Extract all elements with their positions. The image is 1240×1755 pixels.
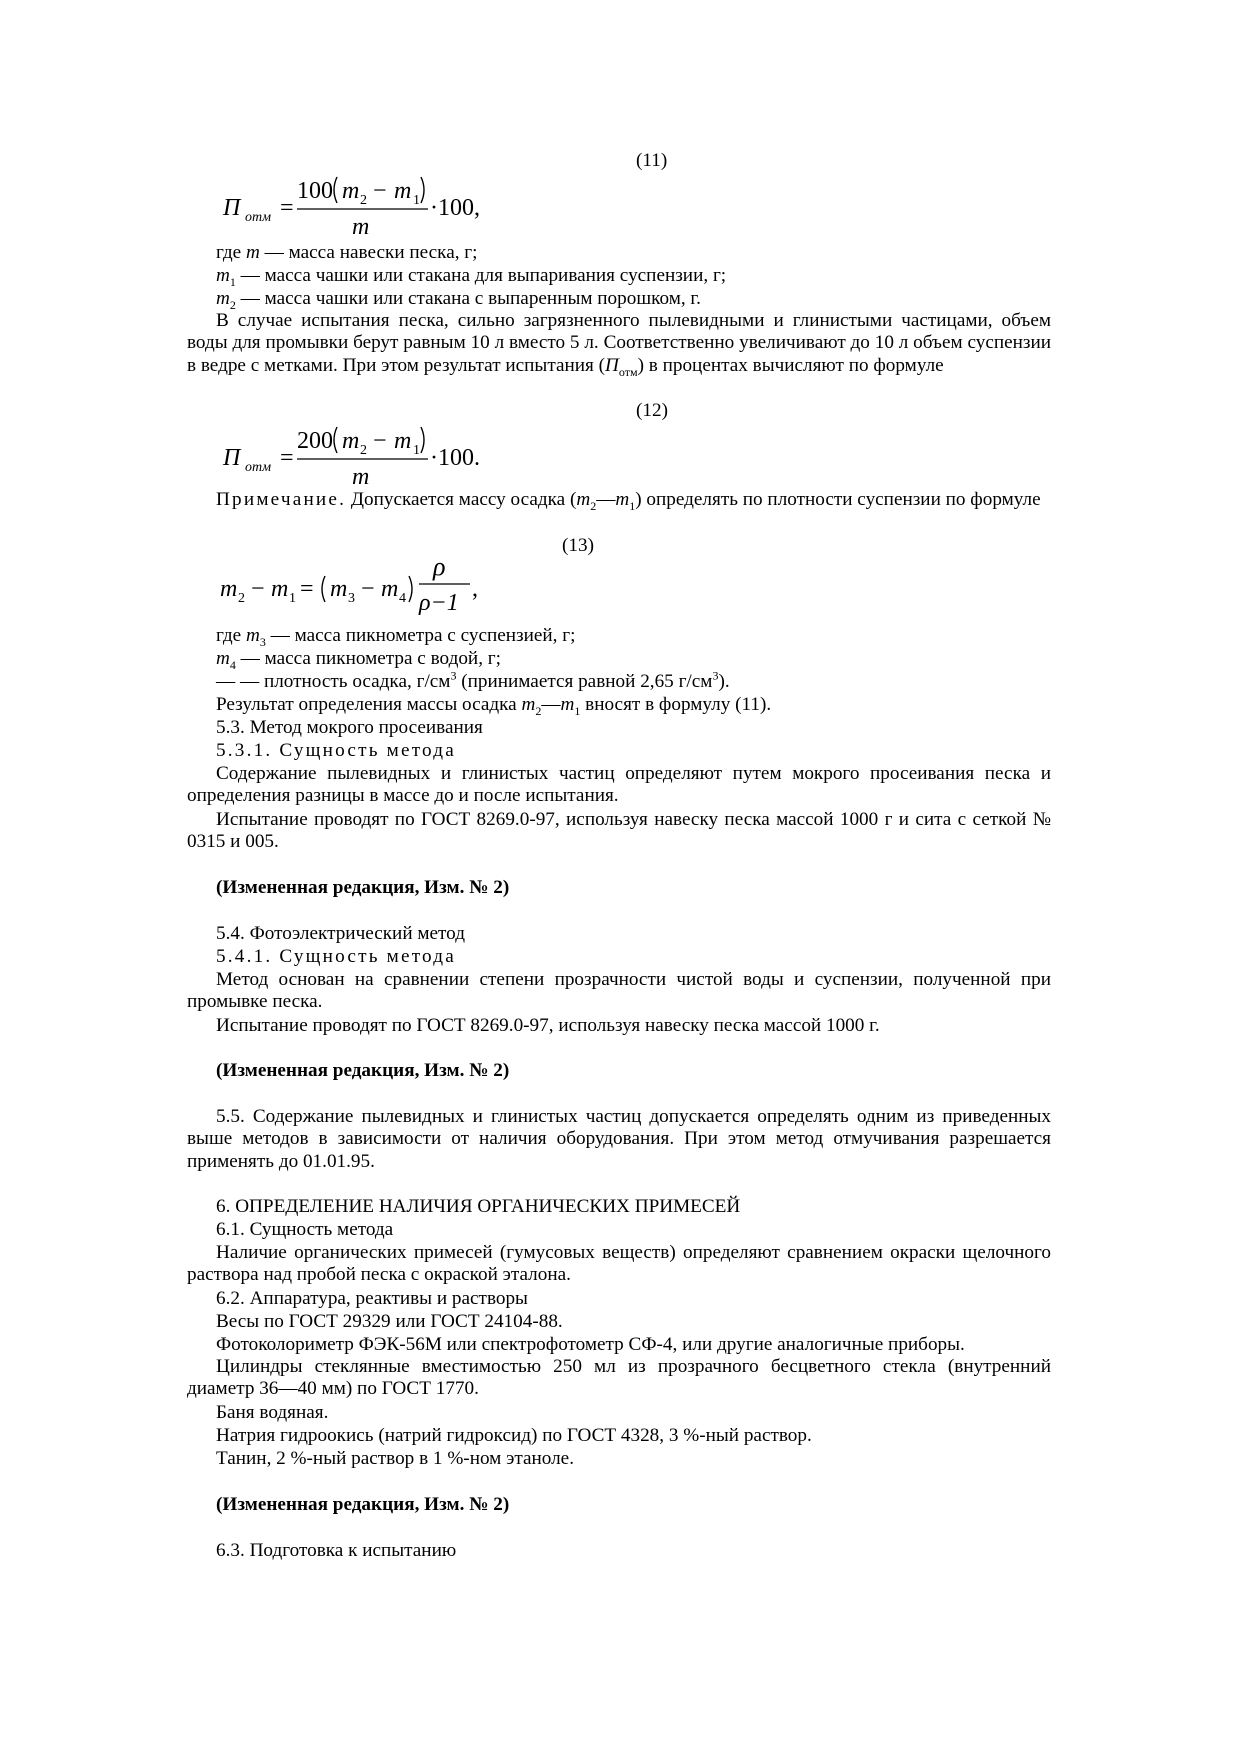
equation-number-13: (13) [562,535,594,556]
formula-13-m3-sub: 3 [348,591,355,606]
formula-12-denominator: m [352,464,370,490]
section-6-1-heading: 6.1. Сущность метода [216,1219,394,1240]
result-line: Результат определения массы осадка $m_2—m_1$ вносят в формулу (11). [216,694,772,718]
m3-definition: где $m_3$ — масса пикнометра с суспензией, г; [216,625,576,649]
section-5-4-heading: 5.4. Фотоэлектрический метод [216,923,465,944]
formula-13-rho: ρ [433,556,446,581]
section-5-3-heading: 5.3. Метод мокрого просеивания [216,717,483,738]
amendment-note-2: (Измененная редакция, Изм. № 2) [216,1060,510,1081]
formula-12-equals: = [280,445,294,471]
formula-13-rho-denominator: ρ−1 [419,590,459,616]
formula-12-m2: m [342,428,360,454]
m1-definition: $m_1$ — масса чашки или стакана для выпаривания суспензии, г; [216,265,727,289]
formula-13-m1: m [271,576,289,602]
formula-12-lhs-sub: отм [245,460,272,475]
formula-13-m4-sub: 4 [399,591,406,606]
formula-13-m4: m [381,576,399,602]
paragraph-5-4-1-test: Испытание проводят по ГОСТ 8269.0-97, используя навеску песка массой 1000 г. [216,1015,880,1036]
m4-definition: $m_4$ — масса пикнометра с водой, г; [216,648,501,672]
formula-13-minus-2: − [361,576,375,602]
equipment-scales: Весы по ГОСТ 29329 или ГОСТ 24104-88. [216,1311,563,1332]
formula-13-minus-1: − [251,576,265,602]
rho-definition: — — плотность осадка, $г/см^3$ (принимается равной 2,65 $г/см^3$). [216,668,730,692]
formula-13-m2: m [220,576,238,602]
formula-11-m2-sub: 2 [360,193,367,208]
formula-11-numerator-coef: 100 [297,178,333,204]
reagent-tannin: Танин, 2 %-ный раствор в 1 %-ном этаноле. [216,1448,574,1469]
amendment-note-3: (Измененная редакция, Изм. № 2) [216,1494,510,1515]
formula-12-m1-sub: 1 [413,443,420,458]
formula-11 [218,170,498,247]
paragraph-5-5: 5.5. Содержание пылевидных и глинистых частиц допускается определять одним из приведенных выше методов в зависимости от наличия оборудования. При этом метод отмучивания разрешается применять до 01.01.95. [187,1106,1051,1172]
formula-12-minus: − [373,428,387,454]
equipment-water-bath: Баня водяная. [216,1402,329,1423]
paragraph-6-1: Наличие органических примесей (гумусовых веществ) определяют сравнением окраски щелочного раствора над пробой песка с окраской эталона. [187,1242,1051,1286]
formula-13-equals: = [300,576,314,602]
formula-12-lhs: П [223,445,241,471]
paragraph-5-3-1-test: Испытание проводят по ГОСТ 8269.0-97, используя навеску песка массой 1000 г и сита с сеткой № 0315 и 005. [187,809,1051,853]
equipment-photocolorimeter: Фотоколориметр ФЭК-56М или спектрофотометр СФ-4, или другие аналогичные приборы. [216,1334,965,1355]
formula-13 [218,556,498,633]
formula-13-m2-sub: 2 [238,591,245,606]
formula-13-m3: m [330,576,348,602]
section-6-heading: 6. ОПРЕДЕЛЕНИЕ НАЛИЧИЯ ОРГАНИЧЕСКИХ ПРИМЕСЕЙ [216,1196,741,1217]
equipment-cylinders: Цилиндры стеклянные вместимостью 250 мл из прозрачного бесцветного стекла (внутренний диаметр 36—40 мм) по ГОСТ 1770. [187,1356,1051,1400]
formula-11-denominator: m [352,214,370,240]
formula-12 [218,420,498,497]
equation-number-12: (12) [636,400,668,421]
formula-11-equals: = [280,195,294,221]
paragraph-5-3-1: Содержание пылевидных и глинистых частиц определяют путем мокрого просеивания песка и определения разницы в массе до и после испытания. [187,763,1051,807]
note-paragraph: Примечание. Допускается массу осадка $(m_2—m_1)$ определять по плотности суспензии по формуле [216,489,1041,513]
paragraph-heavy-contamination: В случае испытания песка, сильно загрязненного пылевидными и глинистыми частицами, объем воды для промывки берут равным 10 л вместо 5 л. Соответственно увеличивают до 10 л объем суспензии в ведре с метками. При этом результат испытания $(П_{отм})$ в процентах вычисляют по формуле [187,310,1051,379]
amendment-note-1: (Измененная редакция, Изм. № 2) [216,877,510,898]
formula-12-m2-sub: 2 [360,443,367,458]
where-m-line: где m — масса навески песка, г; [216,242,478,263]
formula-11-lhs: П [223,195,241,221]
equation-number-11: (11) [636,150,668,171]
section-6-3-heading: 6.3. Подготовка к испытанию [216,1540,457,1561]
formula-12-numerator-coef: 200 [297,428,333,454]
m2-definition: $m_2$ — масса чашки или стакана с выпаренным порошком, г. [216,288,701,312]
section-5-4-1-heading: 5.4.1. Сущность метода [216,946,456,967]
formula-12-tail: ·100. [430,445,480,471]
paragraph-5-4-1: Метод основан на сравнении степени прозрачности чистой воды и суспензии, полученной при промывке песка. [187,969,1051,1013]
section-6-2-heading: 6.2. Аппаратура, реактивы и растворы [216,1288,528,1309]
formula-11-m1: m [394,178,412,204]
section-5-3-1-heading: 5.3.1. Сущность метода [216,740,456,761]
formula-11-tail: ·100, [430,195,480,221]
formula-12-m1: m [394,428,412,454]
formula-11-m2: m [342,178,360,204]
formula-13-m1-sub: 1 [289,591,296,606]
formula-11-lhs-sub: отм [245,210,272,225]
formula-11-m1-sub: 1 [413,193,420,208]
formula-13-comma: , [472,576,478,602]
reagent-naoh: Натрия гидроокись (натрий гидроксид) по ГОСТ 4328, 3 %-ный раствор. [216,1425,812,1446]
formula-11-minus: − [373,178,387,204]
